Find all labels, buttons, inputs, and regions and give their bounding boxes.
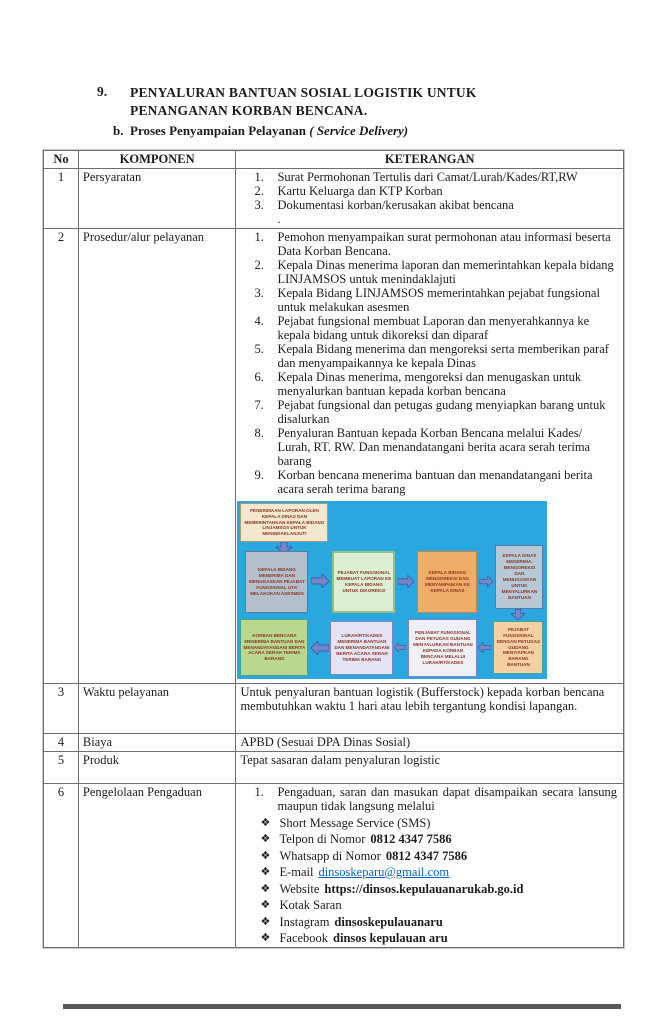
diamond-bullet-icon: ❖ <box>260 849 271 862</box>
trailing-dot: . <box>277 212 281 226</box>
list-item: 1. Pemohon menyampaikan surat permohonan atau informasi beserta Data Korban Bencana. <box>254 230 611 258</box>
flow-box-petugas-menyiapkan-barang: PEJABAT FUNGSIONAL DENGAN PETUGAS GUDANG MENYIAPKAN BARANG BANTUAN <box>493 621 543 674</box>
row5-no: 5 <box>44 752 79 784</box>
waktu-text: Untuk penyaluran bantuan logistik (Bufferstock) kepada korban bencana membutuhkan waktu 1 hari atau lebih tergantung kondisi lapangan. <box>240 685 605 713</box>
arrow-down-icon <box>511 609 525 620</box>
flow-box-kepala-dinas-menugaskan: KEPALA DINAS MENERIMA, MENGOREKSI DAN MENUGASKAN UNTUK MENYALURKAN BANTUAN <box>495 545 543 609</box>
arrow-right-icon <box>398 575 414 588</box>
flow-box-kepala-bidang-menugaskan: KEPALA BIDANG MENERIMA DAN MENUGASKAN PEJABAT FUNGSIONAL UTK MELAKUKAN ASESMEN <box>245 551 308 613</box>
channel-instagram: ❖ Instagram dinsoskepulauanaru <box>260 914 443 929</box>
table-row-waktu <box>44 684 624 734</box>
arrow-left-icon <box>478 641 491 654</box>
header-komponen: KOMPONEN <box>78 151 236 169</box>
pengaduan-intro: 1. Pengaduan, saran dan masukan dapat disampaikan secara lansung maupun tidak langsung melalui <box>254 785 617 813</box>
row4-no: 4 <box>44 734 79 752</box>
procedure-flowchart <box>237 501 547 679</box>
row3-no: 3 <box>44 684 79 734</box>
section-title: PENYALURAN BANTUAN SOSIAL LOGISTIK UNTUK PENANGANAN KORBAN BENCANA. <box>130 85 477 119</box>
row1-komponen: Persyaratan <box>78 169 236 229</box>
whatsapp-number: 0812 4347 7586 <box>385 848 468 863</box>
diamond-bullet-icon: ❖ <box>260 915 271 928</box>
row6-komponen: Pengelolaan Pengaduan <box>78 784 236 948</box>
flow-box-menyalurkan-bantuan: PENJABAT FUNGSIONAL DAN PETUGAS GUDANG MENYALURKAN BANTUAN KEPADA KORBAN BENCANA MELALUI LURAH/RT/KADES <box>408 619 477 677</box>
row2-no: 2 <box>44 229 79 684</box>
instagram-handle: dinsoskepulauanaru <box>334 914 443 929</box>
row5-keterangan <box>236 752 624 784</box>
page-bottom-rule <box>63 1004 621 1009</box>
diamond-bullet-icon: ❖ <box>260 932 271 944</box>
table-row-produk <box>44 752 624 784</box>
channel-website: ❖ Website https://dinsos.kepulauanarukab.go.id <box>260 881 524 896</box>
flow-box-lurah-menerima: LURAH/RT/KADES MENERIMA BANTUAN DAN MENANDATANGANI BERITA ACARA SERAH TERIMA BARANG <box>330 621 393 675</box>
table-row-persyaratan <box>44 169 624 229</box>
service-table <box>43 150 624 948</box>
channel-telpon: ❖ Telpon di Nomor 0812 4347 7586 <box>260 832 452 846</box>
row2-keterangan <box>236 229 624 684</box>
arrow-left-icon <box>311 641 329 655</box>
row5-komponen: Produk <box>78 752 236 784</box>
row3-keterangan <box>236 684 624 734</box>
channel-email: ❖ E-mail dinsoskeparu@gmail.com <box>260 865 450 879</box>
list-item: 6. Kepala Dinas menerima, mengoreksi dan menugaskan untuk menyalurkan bantuan kepada korban bencana <box>254 370 582 398</box>
row2-komponen: Prosedur/alur pelayanan <box>78 229 236 684</box>
list-item: 4. Pejabat fungsional membuat Laporan dan menyerahkannya ke kepala bidang untuk dikoreksi dan diparaf <box>254 314 590 342</box>
channel-facebook: ❖ Facebook dinsos kepulauan aru <box>260 931 448 945</box>
subsection-letter: b. <box>113 123 124 139</box>
row1-no: 1 <box>44 169 79 229</box>
produk-text: Tepat sasaran dalam penyaluran logistic <box>240 753 441 767</box>
header-no: No <box>44 151 79 169</box>
row1-keterangan <box>236 169 624 229</box>
section-heading <box>97 84 572 139</box>
row6-keterangan <box>236 784 624 948</box>
list-item: 9. Korban bencana menerima bantuan dan menandatangani berita acara serah terima barang <box>254 468 593 496</box>
arrow-left-icon <box>394 641 406 654</box>
section-number: 9. <box>97 84 108 99</box>
email-link[interactable]: dinsoskeparu@gmail.com <box>318 865 450 879</box>
table-row-prosedur <box>44 229 624 684</box>
header-keterangan: KETERANGAN <box>236 151 624 169</box>
website-url: https://dinsos.kepulauanarukab.go.id <box>324 881 524 896</box>
arrow-right-icon <box>479 575 493 588</box>
table-row-pengaduan <box>44 784 624 948</box>
phone-number: 0812 4347 7586 <box>370 832 452 846</box>
list-item: 3. Kepala Bidang LINJAMSOS memerintahkan pejabat fungsional untuk melakukan asesmen <box>254 286 600 314</box>
facebook-handle: dinsos kepulauan aru <box>333 931 448 945</box>
diamond-bullet-icon: ❖ <box>260 816 271 829</box>
diamond-bullet-icon: ❖ <box>260 833 271 845</box>
list-item: 5. Kepala Bidang menerima dan mengoreksi serta memberikan paraf dan menyampaikannya ke kepala Dinas <box>254 342 609 370</box>
flow-box-pejabat-membuat-laporan: PEJABAT FUNGSIONAL MEMBUAT LAPORAN KE KEPALA BIDANG UNTUK DIKOREKSI <box>332 551 395 613</box>
channel-whatsapp: ❖ Whatsapp di Nomor 0812 4347 7586 <box>260 848 468 863</box>
diamond-bullet-icon: ❖ <box>260 899 271 911</box>
diamond-bullet-icon: ❖ <box>260 882 271 895</box>
diamond-bullet-icon: ❖ <box>260 866 271 878</box>
row3-komponen: Waktu pelayanan <box>78 684 236 734</box>
channel-sms: ❖ Short Message Service (SMS) <box>260 815 431 830</box>
flow-box-korban-menerima: KORBAN BENCANA MENERIMA BANTUAN DAN MENANDATANGANI BERITA ACARA SERAH TERIMA BARANG <box>240 619 308 676</box>
list-item: 3. Dokumentasi korban/kerusakan akibat bencana <box>254 198 514 212</box>
row4-komponen: Biaya <box>78 734 236 752</box>
channel-kotak-saran: ❖ Kotak Saran <box>260 898 342 912</box>
row4-keterangan: APBD (Sesuai DPA Dinas Sosial) <box>236 734 624 752</box>
list-item: 2. Kepala Dinas menerima laporan dan memerintahkan kepala bidang LINJAMSOS untuk menindaklajuti <box>254 258 614 286</box>
flow-box-kepala-bidang-mengoreksi: KEPALA BIDANG MENGOREKSI DAN MENYAMPAIKAN KE KEPALA DINAS <box>417 551 477 613</box>
row6-no: 6 <box>44 784 79 948</box>
table-header-row <box>44 151 624 169</box>
arrow-right-icon <box>311 574 329 588</box>
table-row-biaya <box>44 734 624 752</box>
list-item: 8. Penyaluran Bantuan kepada Korban Bencana melalui Kades/ Lurah, RT. RW. Dan menandatangani berita acara serah terima barang <box>254 426 591 468</box>
list-item: 2. Kartu Keluarga dan KTP Korban <box>254 184 443 198</box>
list-item: 7. Pejabat fungsional dan petugas gudang menyiapkan barang untuk disalurkan <box>254 398 606 426</box>
list-item: 1. Surat Permohonan Tertulis dari Camat/Lurah/Kades/RT,RW <box>254 170 578 184</box>
flow-box-penerimaan-laporan: PENERIMAAN LAPORAN OLEH KEPALA DINAS DAN MEMERINTAHKAN KEPALA BIDANG LINJAMSOS UNTUK MENINDAKLANJUTI <box>240 503 328 542</box>
subsection-title: Proses Penyampaian Pelayanan ( Service Delivery) <box>130 123 409 139</box>
